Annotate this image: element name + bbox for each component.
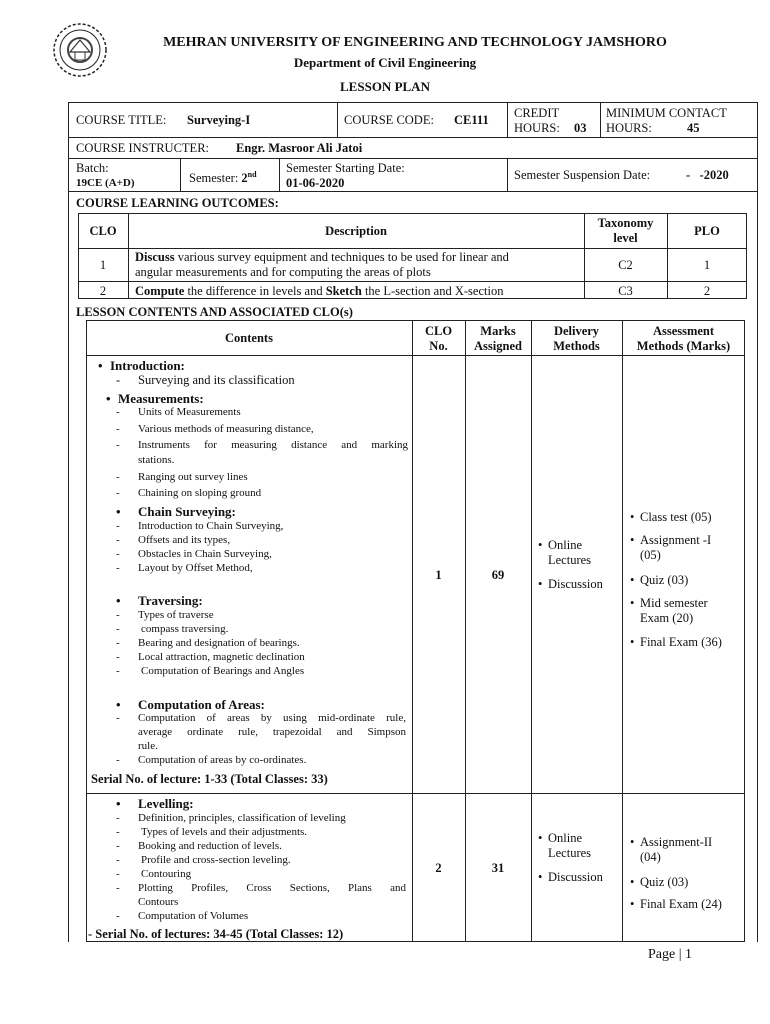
list-item: - Chaining on sloping ground (116, 487, 262, 499)
clo-row-2-taxonomy: C3 (618, 284, 633, 298)
plo-col-header: PLO (694, 224, 720, 238)
marks-col-header-1: Marks (480, 324, 516, 338)
semester-label: Semester: 2nd (189, 170, 257, 186)
credit-hours-value: 03 (574, 121, 587, 135)
description-col-header: Description (325, 224, 387, 238)
instructor-label: COURSE INSTRUCTER: (76, 141, 210, 155)
clo-no-col-header-2: No. (429, 339, 448, 353)
delivery-discussion: • Discussion (538, 577, 603, 591)
assessment-quiz: • Quiz (03) (630, 573, 689, 587)
list-item: - Computation of Bearings and Angles (116, 665, 305, 677)
batch-label: Batch: (76, 161, 109, 175)
clo-col-header: CLO (89, 224, 117, 238)
delivery-col-header-2: Methods (553, 339, 600, 353)
list-item: - Computation of areas by using mid-ordinate rule, (116, 712, 406, 724)
list-item: - Introduction to Chain Surveying, (116, 520, 284, 532)
list-item: - Obstacles in Chain Surveying, (116, 548, 272, 560)
serial-lectures-block-1: Serial No. of lecture: 1-33 (Total Classes: 33) (91, 772, 328, 786)
start-date-value: 01-06-2020 (286, 176, 345, 190)
section-computation-of-areas: • Computation of Areas: (116, 697, 265, 712)
page-number: Page | 1 (648, 947, 693, 962)
assessment-final-exam: • Final Exam (36) (630, 635, 722, 649)
list-item: - Offsets and its types, (116, 534, 231, 546)
assessment-final-exam: • Final Exam (24) (630, 897, 722, 911)
clo-row-1-desc-line1: Discuss various survey equipment and techniques to be used for linear and (135, 250, 509, 264)
block-2-marks: 31 (491, 861, 505, 875)
list-item-continued: average ordinate rule, trapezoidal and Simpson (138, 726, 406, 738)
semester-sup: nd (247, 170, 257, 179)
assessment-col-header-2: Methods (Marks) (636, 339, 731, 353)
list-item: - Plotting Profiles, Cross Sections, Plans and (116, 882, 406, 894)
batch-value: 19CE (A+D) (76, 177, 135, 189)
credit-label: CREDIT (514, 106, 560, 120)
list-item: - Computation of areas by co-ordinates. (116, 754, 307, 766)
assessment-assignment-2: • Assignment-II (630, 835, 713, 849)
list-item: - Types of traverse (116, 609, 214, 621)
lessons-heading: LESSON CONTENTS AND ASSOCIATED CLO(s) (76, 305, 353, 319)
list-item-continued: Contours (138, 896, 179, 908)
list-item: - Layout by Offset Method, (116, 562, 253, 574)
list-item: - Units of Measurements (116, 406, 241, 418)
taxonomy-level-col-header: level (613, 231, 638, 245)
delivery-online: • Online (538, 538, 583, 552)
list-item: - Ranging out survey lines (116, 471, 248, 483)
department-name: Department of Civil Engineering (293, 55, 477, 70)
semester-value: 2 (241, 171, 248, 186)
list-item: - Bearing and designation of bearings. (116, 637, 300, 649)
assessment-mid-semester-marks: Exam (20) (640, 611, 694, 625)
block-1-clo: 1 (435, 568, 442, 582)
clo-row-1-plo: 1 (703, 258, 711, 272)
clo-row-2-no: 2 (99, 284, 107, 298)
block-2-clo: 2 (435, 861, 442, 875)
delivery-online: • Online (538, 831, 583, 845)
assessment-class-test: • Class test (05) (630, 510, 712, 524)
suspension-date-label: Semester Suspension Date: (514, 168, 651, 182)
contents-col-header: Contents (225, 331, 273, 345)
suspension-date-value: - -2020 (686, 168, 729, 182)
assessment-assignment-1-marks: (05) (640, 548, 661, 562)
document-title: LESSON PLAN (340, 79, 430, 94)
assessment-assignment-2-marks: (04) (640, 850, 661, 864)
delivery-lectures: Lectures (548, 846, 592, 860)
list-item-continued: rule. (138, 740, 158, 752)
clo-heading: COURSE LEARNING OUTCOMES: (76, 196, 279, 210)
list-item-continued: stations. (138, 454, 175, 466)
list-item: - Contouring (116, 868, 192, 880)
list-item: - Profile and cross-section leveling. (116, 854, 291, 866)
start-date-label: Semester Starting Date: (286, 161, 405, 175)
list-item: - Surveying and its classification (116, 373, 295, 387)
clo-no-col-header-1: CLO (424, 324, 453, 338)
section-measurements: • Measurements: (106, 391, 204, 406)
serial-lectures-block-2: - Serial No. of lectures: 34-45 (Total Classes: 12) (88, 927, 344, 941)
clo-row-2-plo: 2 (703, 284, 711, 298)
list-item: - Computation of Volumes (116, 910, 249, 922)
section-chain-surveying: • Chain Surveying: (116, 504, 236, 519)
section-introduction: • Introduction: (98, 358, 185, 373)
delivery-discussion: • Discussion (538, 870, 603, 884)
list-item: - Instruments for measuring distance and marking (116, 439, 408, 451)
list-item: - Various methods of measuring distance, (116, 423, 314, 435)
list-item: - Local attraction, magnetic declination (116, 651, 305, 663)
section-traversing: • Traversing: (116, 593, 203, 608)
delivery-col-header-1: Delivery (553, 324, 600, 338)
clo-row-1-desc-line2: angular measurements and for computing the areas of plots (135, 265, 431, 279)
contact-hours-value: 45 (687, 121, 700, 135)
instructor-value: Engr. Masroor Ali Jatoi (236, 141, 363, 155)
list-item: - Definition, principles, classification of leveling (116, 812, 346, 824)
list-item: - Booking and reduction of levels. (116, 840, 282, 852)
assessment-col-header-1: Assessment (652, 324, 715, 338)
contact-hours-label: HOURS: (606, 121, 652, 135)
university-name: MEHRAN UNIVERSITY OF ENGINEERING AND TECHNOLOGY JAMSHORO (163, 35, 667, 50)
contact-label: MINIMUM CONTACT (606, 106, 727, 120)
assessment-assignment-1: • Assignment -I (630, 533, 712, 547)
marks-col-header-2: Assigned (474, 339, 522, 353)
credit-hours-label: HOURS: (514, 121, 560, 135)
list-item: - compass traversing. (116, 623, 229, 635)
block-1-marks: 69 (491, 568, 505, 582)
section-levelling: • Levelling: (116, 796, 194, 811)
course-code-value: CE111 (454, 113, 489, 127)
list-item: - Types of levels and their adjustments. (116, 826, 308, 838)
course-title-value: Surveying-I (187, 113, 251, 127)
clo-row-1-taxonomy: C2 (618, 258, 633, 272)
clo-row-1-no: 1 (99, 258, 107, 272)
clo-row-2-desc: Compute the difference in levels and Sketch the L-section and X-section (135, 284, 504, 298)
taxonomy-col-header: Taxonomy (597, 216, 654, 230)
course-code-label: COURSE CODE: (344, 113, 434, 127)
assessment-mid-semester: • Mid semester (630, 596, 708, 610)
course-title-label: COURSE TITLE: (76, 113, 167, 127)
delivery-lectures: Lectures (548, 553, 592, 567)
assessment-quiz: • Quiz (03) (630, 875, 689, 889)
